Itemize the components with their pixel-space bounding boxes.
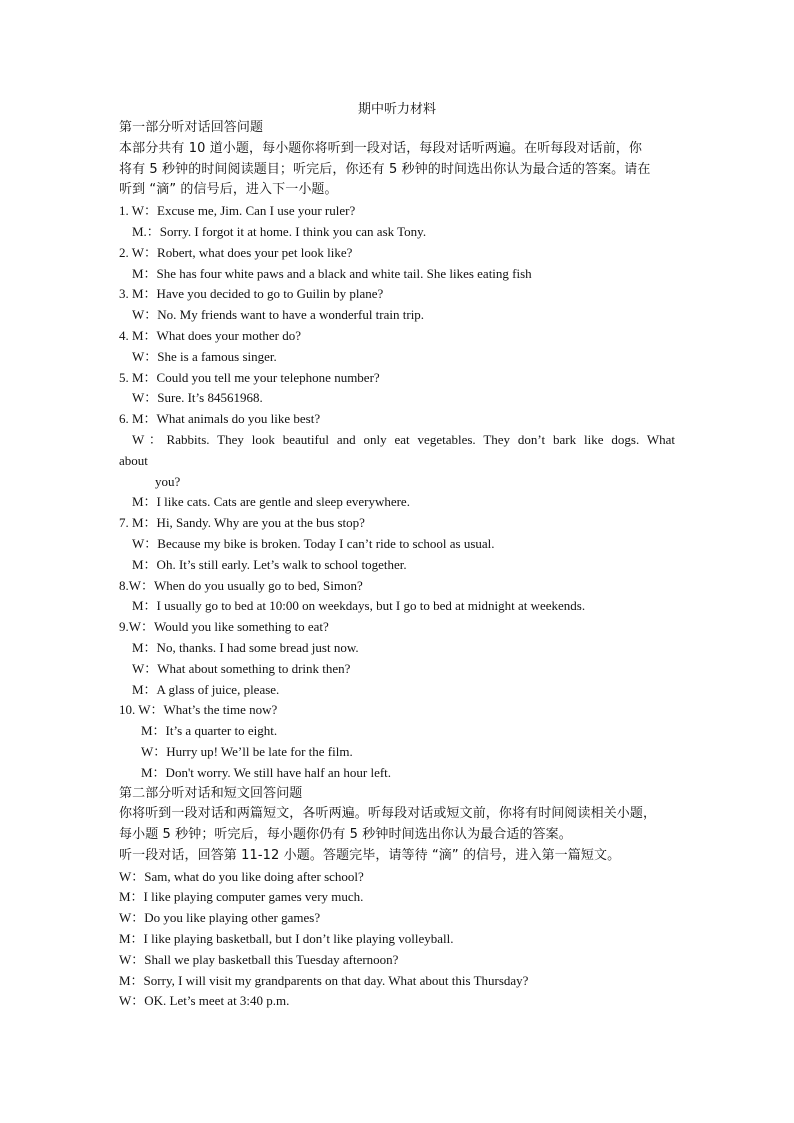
dialogue-line: W：OK. Let’s meet at 3:40 p.m. (119, 993, 290, 1009)
dialogue-line: W：No. My friends want to have a wonderful train trip. (132, 307, 425, 323)
dialogue-line: 9.W：Would you like something to eat? (119, 619, 329, 635)
page-title: 期中听力材料 (357, 102, 436, 117)
dialogue-line: W：Sam, what do you like doing after school? (119, 868, 364, 884)
part1-instruction: 将有 5 秒钟的时间阅读题目；听完后，你还有 5 秒钟的时间选出你认为最合适的答案。请在 (119, 161, 651, 177)
dialogue-line: 3. M：Have you decided to go to Guilin by plane? (119, 286, 384, 302)
dialogue-line: W：Do you like playing other games? (119, 910, 321, 926)
dialogue-line: M：I usually go to bed at 10:00 on weekdays, but I go to bed at midnight at weekends. (132, 598, 586, 614)
dialogue-line: W：Shall we play basketball this Tuesday afternoon? (119, 951, 399, 967)
dialogue-line: M：I like playing computer games very much. (119, 889, 364, 905)
part1-instruction: 本部分共有 10 道小题，每小题你将听到一段对话，每段对话听两遍。在听每段对话前，你 (119, 140, 643, 156)
dialogue-line: M：Don't worry. We still have half an hour left. (141, 764, 392, 780)
dialogue-line: 6. M：What animals do you like best? (119, 411, 321, 427)
dialogue-line: 5. M：Could you tell me your telephone number? (119, 369, 380, 385)
dialogue-line: 7. M：Hi, Sandy. Why are you at the bus stop? (119, 515, 365, 531)
part2-instruction: 每小题 5 秒钟；听完后，每小题你仍有 5 秒钟时间选出你认为最合适的答案。 (119, 827, 572, 843)
dialogue-line: 10. W：What’s the time now? (119, 702, 278, 718)
dialogue-line: M：She has four white paws and a black and white tail. She likes eating fish (132, 265, 532, 281)
dialogue-line: M：It’s a quarter to eight. (141, 723, 278, 739)
part1-instruction: 听到 “滴” 的信号后，进入下一小题。 (119, 182, 338, 198)
dialogue-line: W：Sure. It’s 84561968. (132, 390, 263, 406)
dialogue-line: M：No, thanks. I had some bread just now. (132, 639, 359, 655)
dialogue-line: 4. M：What does your mother do? (119, 327, 301, 343)
part2-heading: 第二部分听对话和短文回答问题 (119, 785, 303, 801)
dialogue-line: M：Sorry, I will visit my grandparents on that day. What about this Thursday? (119, 972, 529, 988)
document-body (119, 118, 675, 1012)
dialogue-line: W：What about something to drink then? (132, 660, 351, 676)
part2-instruction: 听一段对话，回答第 11-12 小题。答题完毕，请等待 “滴” 的信号，进入第一篇短文。 (119, 847, 621, 863)
dialogue-line: 1. W：Excuse me, Jim. Can I use your ruler? (119, 203, 356, 219)
part1-heading: 第一部分听对话回答问题 (119, 120, 264, 135)
dialogue-line: W：Hurry up! We’ll be late for the film. (141, 743, 353, 759)
dialogue-line: M：Oh. It’s still early. Let’s walk to school together. (132, 556, 407, 572)
dialogue-line: M：I like cats. Cats are gentle and sleep everywhere. (132, 494, 410, 510)
dialogue-line: W：She is a famous singer. (132, 348, 277, 364)
dialogue-line: M.：Sorry. I forgot it at home. I think you can ask Tony. (132, 223, 427, 239)
part2-instruction: 你将听到一段对话和两篇短文，各听两遍。听每段对话或短文前，你将有时间阅读相关小题， (119, 806, 657, 822)
dialogue-line: you? (155, 473, 181, 489)
dialogue-line: 8.W：When do you usually go to bed, Simon? (119, 577, 363, 593)
dialogue-line: W：Rabbits. They look beautiful and only eat vegetables. They don’t bark like dogs. What (132, 431, 675, 447)
dialogue-line: W：Because my bike is broken. Today I can’t ride to school as usual. (132, 535, 495, 551)
dialogue-line: 2. W：Robert, what does your pet look like? (119, 244, 353, 260)
dialogue-line: about (119, 452, 148, 468)
dialogue-line: M：I like playing basketball, but I don’t like playing volleyball. (119, 931, 454, 947)
dialogue-line: M：A glass of juice, please. (132, 681, 280, 697)
